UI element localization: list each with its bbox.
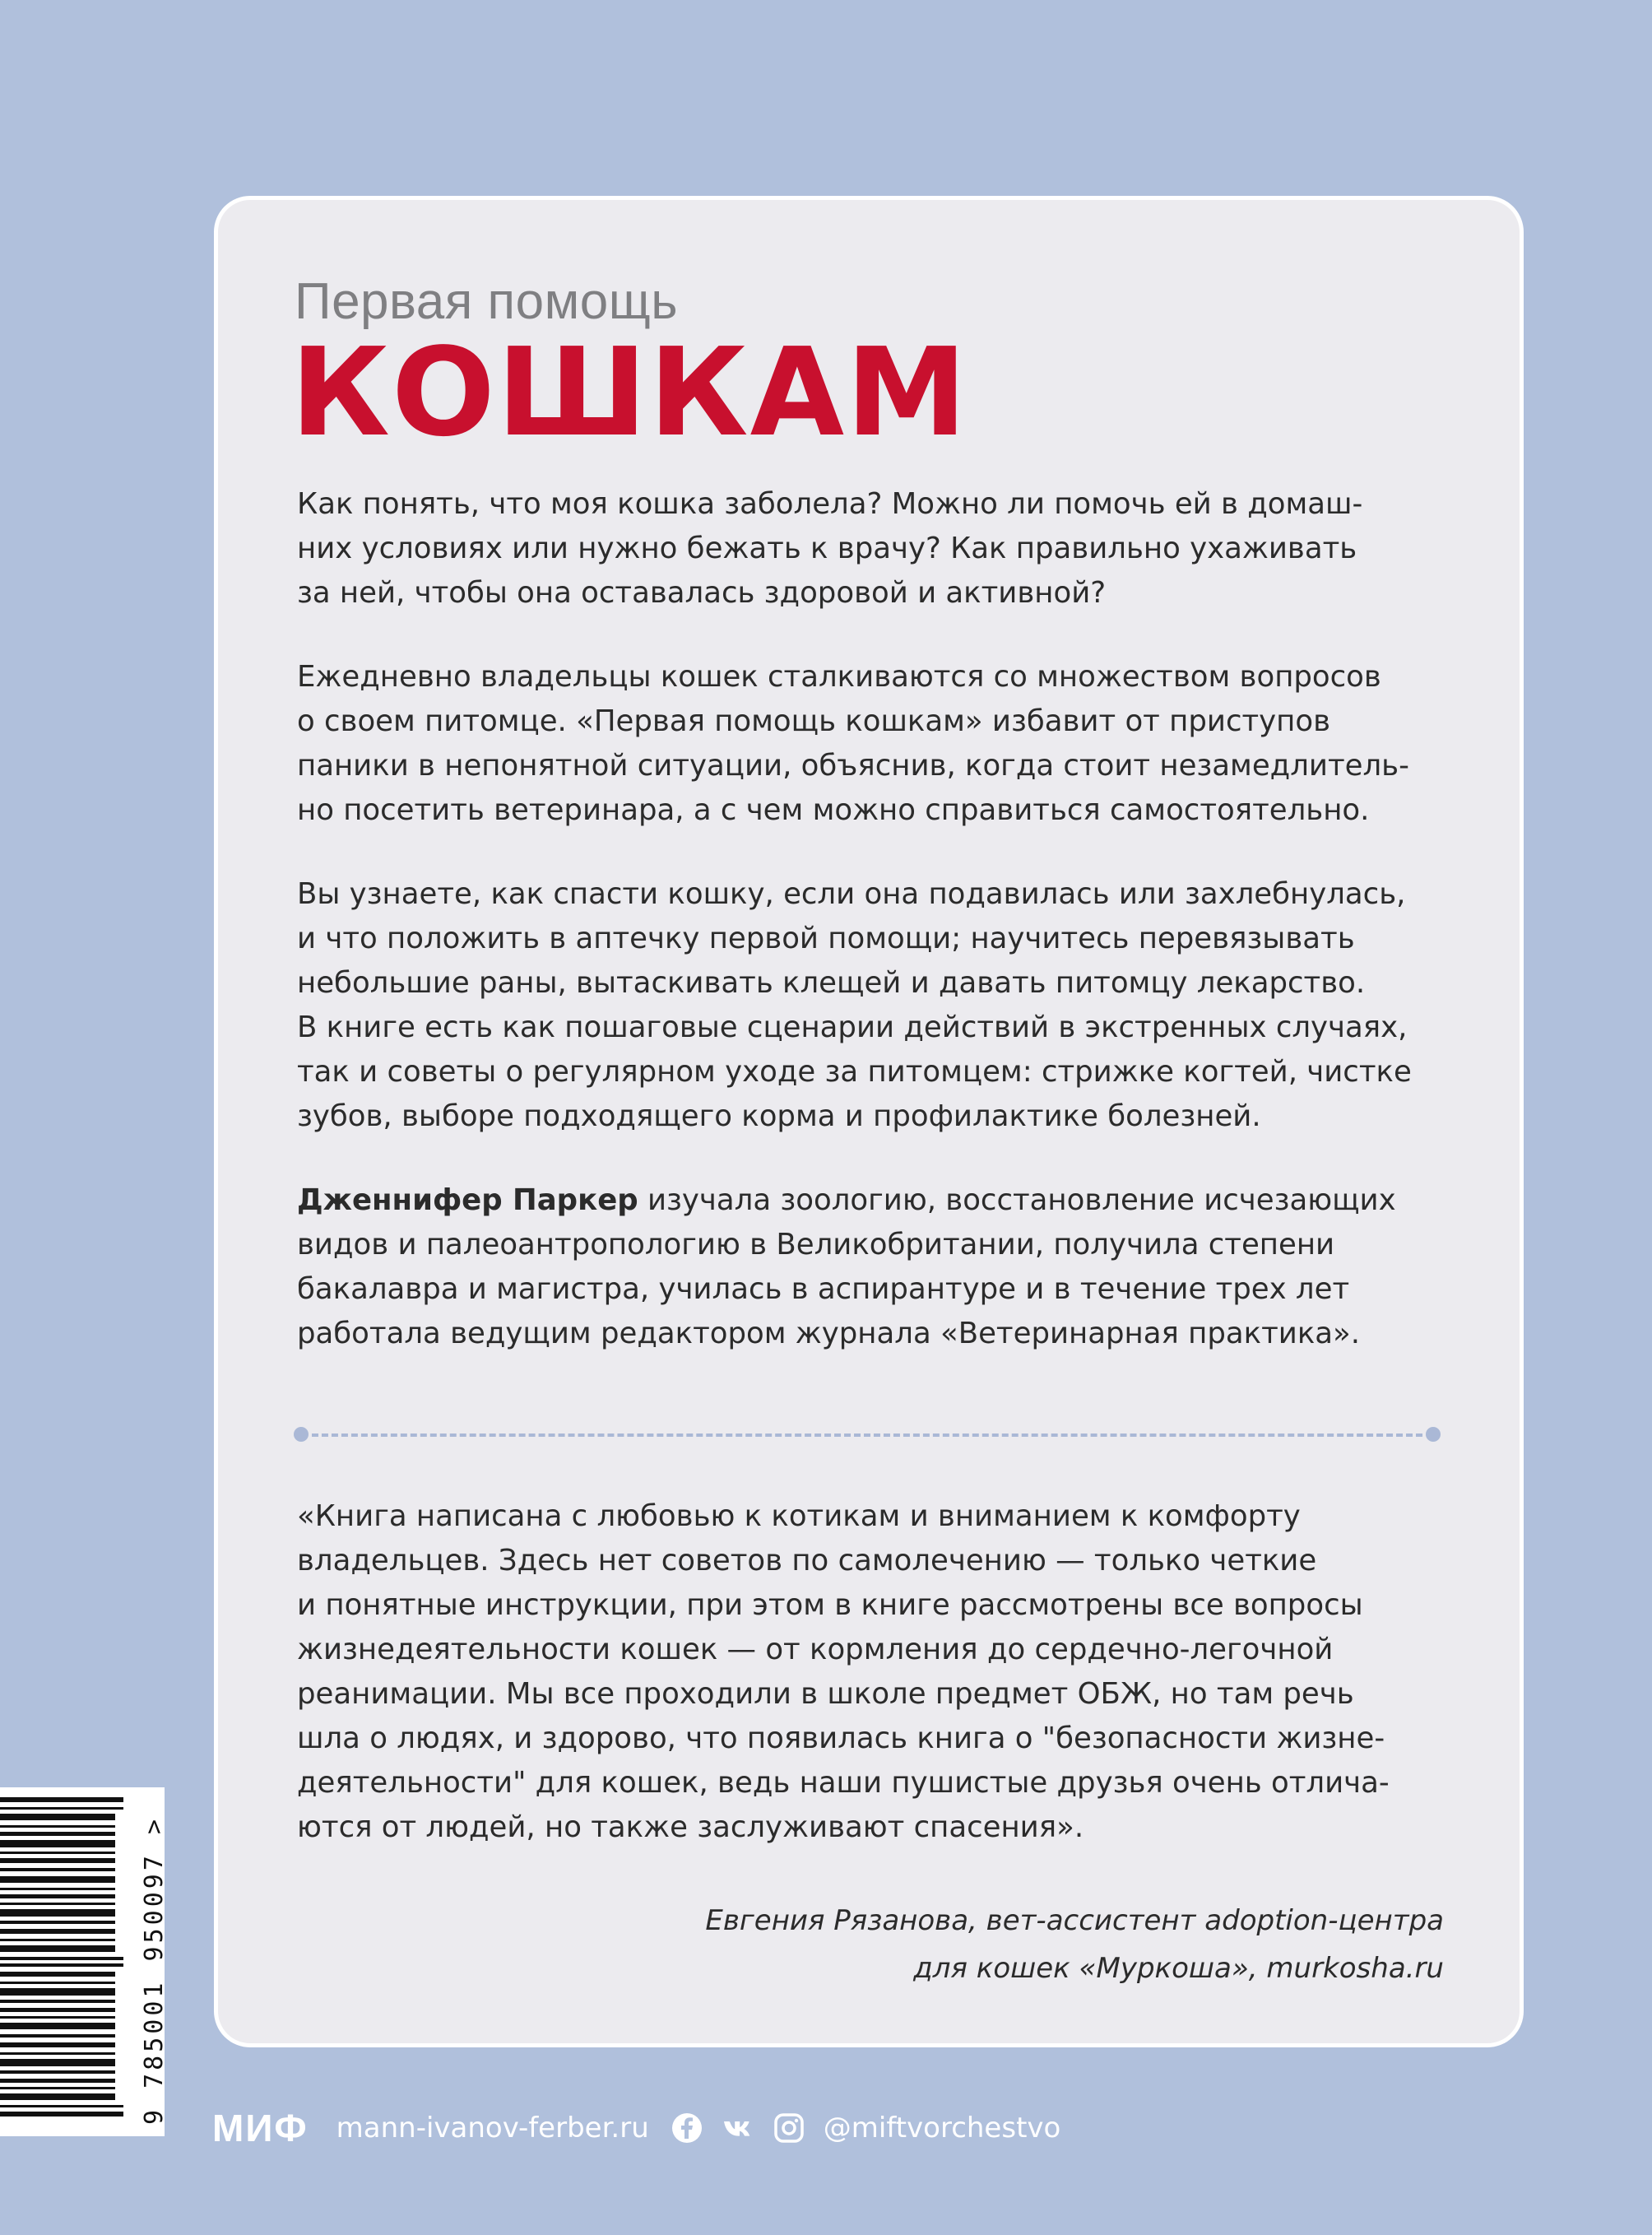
divider-dot: [294, 1427, 309, 1442]
text-line: них условиях или нужно бежать к врачу? Как правильно ухаживать: [297, 532, 1357, 565]
dotted-divider: [294, 1426, 1441, 1443]
text-line: ются от людей, но также заслуживают спасения».: [297, 1810, 1084, 1844]
text-line: жизнедеятельности кошек — от кормления до сердечно-легочной: [297, 1633, 1334, 1666]
text-line: В книге есть как пошаговые сценарии действий в экстренных случаях,: [297, 1011, 1408, 1044]
publisher-logo: МИФ: [212, 2107, 309, 2149]
text-line: Евгения Рязанова, вет-ассистент adoption-центра: [705, 1904, 1444, 1937]
text-line: небольшие раны, вытаскивать клещей и давать питомцу лекарство.: [297, 966, 1366, 1000]
book-title: КОШКАМ: [290, 322, 969, 463]
author-bio: [297, 1178, 1482, 1356]
text-line: паники в непонятной ситуации, объяснив, когда стоит незамедлитель-: [297, 749, 1409, 783]
vk-icon[interactable]: [722, 2112, 754, 2144]
review-quote: [297, 1494, 1482, 1850]
text-line: работала ведущим редактором журнала «Ветеринарная практика».: [297, 1317, 1361, 1350]
description-paragraph-2: [297, 655, 1482, 833]
text-line: шла о людях, и здорово, что появилась книга о "безопасности жизне-: [297, 1722, 1385, 1755]
text-line: зубов, выборе подходящего корма и профилактике болезней.: [297, 1099, 1261, 1133]
text-line: о своем питомце. «Первая помощь кошкам» избавит от приступов: [297, 704, 1331, 738]
author-bio-first: изучала зоологию, восстановление исчезающих: [638, 1183, 1396, 1217]
text-line: для кошек «Муркоша», murkosha.ru: [913, 1952, 1444, 1985]
text-line: Вы узнаете, как спасти кошку, если она подавилась или захлебнулась,: [297, 877, 1406, 911]
text-line: «Книга написана с любовью к котикам и вниманием к комфорту: [297, 1499, 1301, 1533]
text-line: и понятные инструкции, при этом в книге рассмотрены все вопросы: [297, 1588, 1363, 1622]
text-line: видов и палеоантропологию в Великобритании, получила степени: [297, 1228, 1335, 1262]
text-line: бакалавра и магистра, училась в аспирантуре и в течение трех лет: [297, 1272, 1350, 1306]
barcode-bars: [0, 1787, 132, 2136]
text-line: деятельности" для кошек, ведь наши пушистые друзья очень отлича-: [297, 1766, 1390, 1800]
isbn-barcode: [0, 1787, 169, 2136]
text-line: [297, 1178, 1482, 1223]
text-line: и что положить в аптечку первой помощи; научитесь перевязывать: [297, 922, 1355, 955]
barcode-digits: 9 785001 950097 >: [140, 1815, 169, 2125]
text-line: но посетить ветеринара, а с чем можно справиться самостоятельно.: [297, 793, 1370, 827]
text-line: так и советы о регулярном уходе за питомцем: стрижке когтей, чистке: [297, 1055, 1412, 1089]
review-attribution: [705, 1897, 1444, 1992]
description: [297, 482, 1482, 1396]
author-name: Дженнифер Паркер: [297, 1183, 638, 1217]
divider-dot: [1426, 1427, 1441, 1442]
book-subtitle: Первая помощь: [295, 273, 679, 330]
text-line: владельцев. Здесь нет советов по самолечению — только четкие: [297, 1544, 1317, 1578]
website-link[interactable]: mann-ivanov-ferber.ru: [336, 2112, 649, 2144]
text-line: реанимации. Мы все проходили в школе предмет ОБЖ, но там речь: [297, 1677, 1354, 1711]
text-line: Как понять, что моя кошка заболела? Можно ли помочь ей в домаш-: [297, 487, 1363, 521]
social-links: [671, 2112, 824, 2144]
social-handle[interactable]: @miftvorchestvo: [823, 2112, 1061, 2144]
instagram-icon[interactable]: [773, 2112, 805, 2144]
back-cover-card: [214, 196, 1524, 2047]
description-paragraph-3: [297, 872, 1482, 1139]
text-line: за ней, чтобы она оставалась здоровой и активной?: [297, 576, 1107, 610]
divider-line: [312, 1433, 1422, 1437]
facebook-icon[interactable]: [671, 2112, 703, 2144]
description-paragraph-1: [297, 482, 1482, 616]
footer: [212, 2103, 1060, 2153]
text-line: Ежедневно владельцы кошек сталкиваются со множеством вопросов: [297, 660, 1381, 694]
